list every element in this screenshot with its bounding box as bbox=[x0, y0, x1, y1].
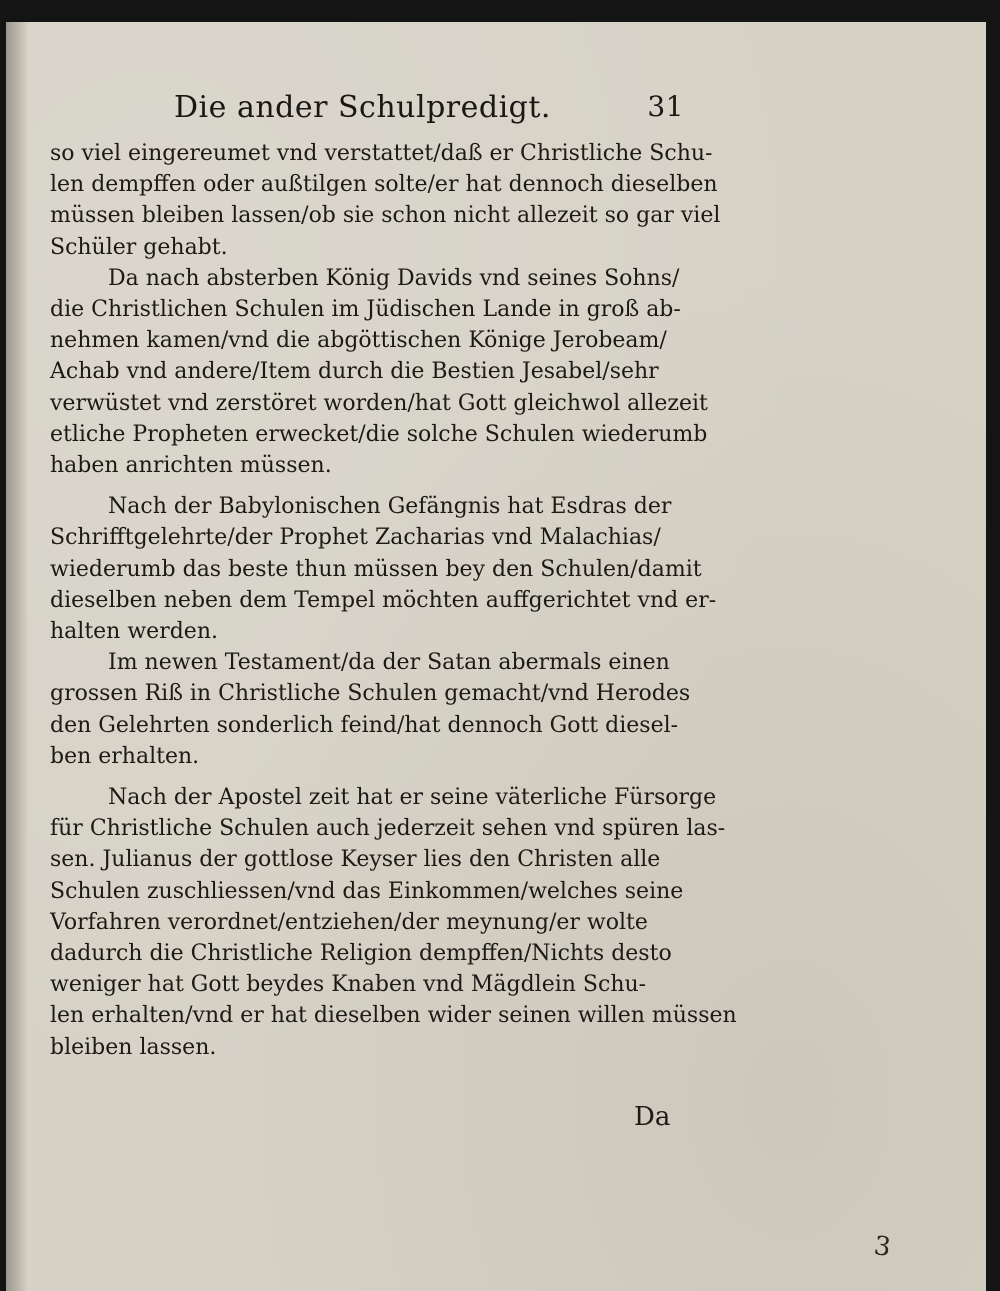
text-line: halten werden. bbox=[50, 619, 218, 645]
text-line: Schulen zuschliessen/vnd das Einkommen/welches seine bbox=[50, 878, 684, 904]
text-line: den Gelehrten sonderlich feind/hat dennoch Gott diesel- bbox=[50, 712, 679, 738]
paragraph bbox=[50, 782, 737, 1063]
text-line: len erhalten/vnd er hat dieselben wider seinen willen müssen bbox=[50, 1003, 737, 1029]
running-header bbox=[174, 86, 684, 132]
text-line: Nach der Apostel zeit hat er seine väterliche Fürsorge bbox=[108, 785, 717, 811]
text-line: weniger hat Gott beydes Knaben vnd Mägdlein Schu- bbox=[50, 972, 647, 998]
page-gutter-shadow bbox=[6, 22, 28, 1291]
text-line: Da nach absterben König Davids vnd seines Sohns/ bbox=[108, 265, 680, 291]
text-line: dadurch die Christliche Religion dempffen/Nichts desto bbox=[50, 941, 672, 967]
text-line: Nach der Babylonischen Gefängnis hat Esdras der bbox=[108, 494, 672, 520]
text-line: sen. Julianus der gottlose Keyser lies den Christen alle bbox=[50, 847, 661, 873]
running-title: Die ander Schulpredigt. bbox=[174, 90, 551, 125]
text-line: Achab vnd andere/Item durch die Bestien Jesabel/sehr bbox=[50, 359, 659, 385]
text-line: verwüstet vnd zerstöret worden/hat Gott gleichwol allezeit bbox=[50, 390, 708, 416]
text-line: Schüler gehabt. bbox=[50, 234, 228, 260]
paragraph bbox=[50, 647, 691, 772]
text-line: grossen Riß in Christliche Schulen gemacht/vnd Herodes bbox=[50, 681, 691, 707]
catchword: Da bbox=[634, 1102, 671, 1132]
text-line: Vorfahren verordnet/entziehen/der meynung/er wolte bbox=[50, 909, 648, 935]
text-line: etliche Propheten erwecket/die solche Schulen wiederumb bbox=[50, 421, 708, 447]
text-line: für Christliche Schulen auch jederzeit sehen vnd spüren las- bbox=[50, 816, 726, 842]
text-line: die Christlichen Schulen im Jüdischen Lande in groß ab- bbox=[50, 297, 681, 323]
text-line: Im newen Testament/da der Satan abermals einen bbox=[108, 650, 670, 676]
text-line: wiederumb das beste thun müssen bey den Schulen/damit bbox=[50, 556, 702, 582]
body-text bbox=[50, 138, 737, 1063]
signature-mark: 3 bbox=[871, 1230, 893, 1264]
text-line: ben erhalten. bbox=[50, 743, 200, 769]
paragraph bbox=[50, 138, 721, 263]
paragraph bbox=[50, 491, 717, 647]
text-line: haben anrichten müssen. bbox=[50, 453, 332, 479]
paragraph bbox=[50, 263, 708, 481]
text-line: nehmen kamen/vnd die abgöttischen Könige Jerobeam/ bbox=[50, 328, 667, 354]
book-page bbox=[6, 22, 986, 1291]
text-line: so viel eingereumet vnd verstattet/daß er Christliche Schu- bbox=[50, 141, 713, 166]
page-number: 31 bbox=[647, 90, 684, 123]
text-line: bleiben lassen. bbox=[50, 1034, 217, 1060]
text-line: müssen bleiben lassen/ob sie schon nicht allezeit so gar viel bbox=[50, 203, 721, 229]
text-line: Schrifftgelehrte/der Prophet Zacharias vnd Malachias/ bbox=[50, 525, 661, 551]
text-line: len dempffen oder außtilgen solte/er hat dennoch dieselben bbox=[50, 172, 718, 198]
text-line: dieselben neben dem Tempel möchten auffgerichtet vnd er- bbox=[50, 587, 717, 613]
